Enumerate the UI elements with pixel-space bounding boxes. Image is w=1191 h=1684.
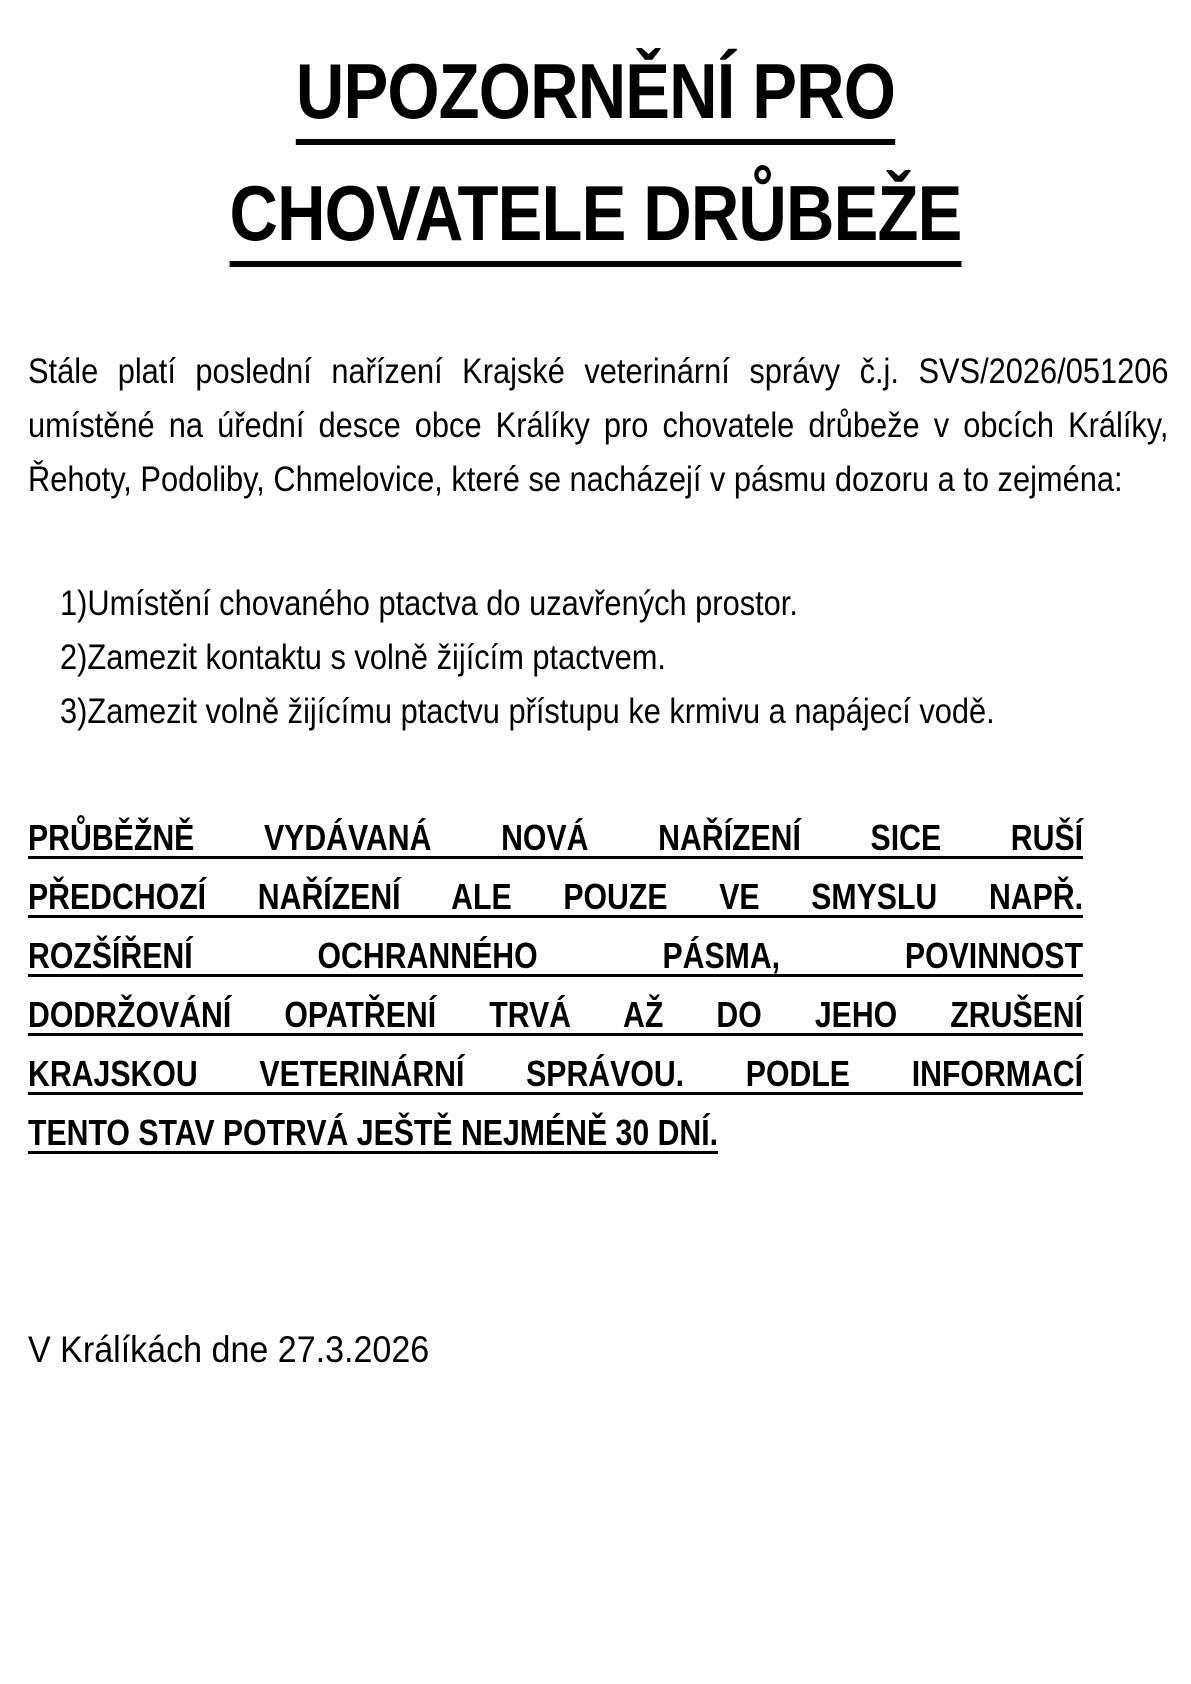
- measure-text: Zamezit kontaktu s volně žijícím ptactvem.: [87, 638, 666, 677]
- warning-paragraph: [28, 808, 1083, 1162]
- warning-line: PŘEDCHOZÍ NAŘÍZENÍ ALE POUZE VE SMYSLU NAPŘ.: [28, 876, 1084, 917]
- title-text-2: CHOVATELE DRŮBEŽE: [230, 173, 962, 267]
- measure-number: 3): [60, 692, 88, 731]
- measures-list: [60, 577, 1079, 739]
- warning-line: PRŮBĚŽNĚ VYDÁVANÁ NOVÁ NAŘÍZENÍ SICE RUŠÍ: [28, 817, 1084, 858]
- title-line-1: [83, 46, 1107, 145]
- warning-line: KRAJSKOU VETERINÁRNÍ SPRÁVOU. PODLE INFORMACÍ: [28, 1053, 1084, 1094]
- title-text-1: UPOZORNĚNÍ PRO: [296, 51, 895, 145]
- measure-item-2: [60, 631, 1079, 685]
- intro-paragraph: Stále platí poslední nařízení Krajské veterinární správy č.j. SVS/2026/051206 umístěné na úřední desce obce Králíky pro chovatele drůbeže v obcích Králíky, Řehoty, Podoliby, Chmelovice, které se nacházejí v pásmu dozoru a to zejména:: [28, 352, 1169, 499]
- measure-item-3: [60, 685, 1079, 739]
- measure-text: Zamezit volně žijícímu ptactvu přístupu ke krmivu a napájecí vodě.: [87, 692, 995, 731]
- measure-number: 2): [60, 638, 88, 677]
- title-line-2: [83, 168, 1107, 267]
- warning-line: DODRŽOVÁNÍ OPATŘENÍ TRVÁ AŽ DO JEHO ZRUŠENÍ: [28, 994, 1084, 1035]
- signature-date: V Králíkách dne 27.3.2026: [28, 1329, 430, 1370]
- measure-item-1: [60, 577, 1079, 631]
- measure-text: Umístění chovaného ptactva do uzavřených prostor.: [87, 584, 798, 623]
- warning-line: TENTO STAV POTRVÁ JEŠTĚ NEJMÉNĚ 30 DNÍ.: [28, 1112, 719, 1153]
- measure-number: 1): [60, 584, 88, 623]
- warning-line: ROZŠÍŘENÍ OCHRANNÉHO PÁSMA, POVINNOST: [28, 935, 1084, 976]
